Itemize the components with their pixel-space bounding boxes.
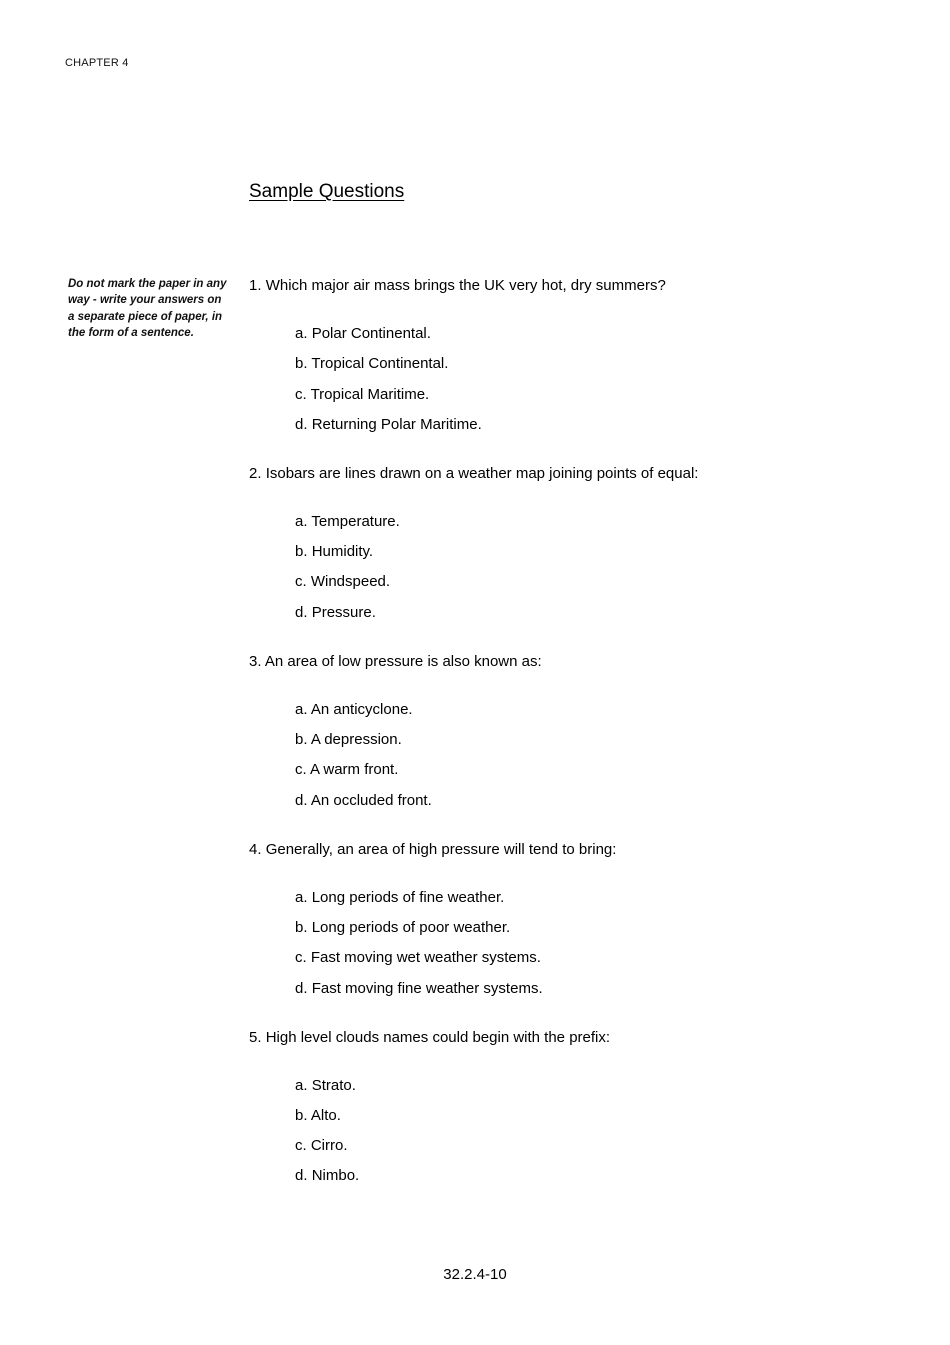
chapter-header: CHAPTER 4 (65, 57, 129, 69)
option-text: Humidity. (311, 543, 374, 561)
question-item (249, 464, 869, 623)
option-label: c. (295, 761, 307, 779)
question-line (249, 840, 869, 860)
option-text: Long periods of fine weather. (311, 888, 505, 906)
option-text: An anticyclone. (310, 700, 413, 718)
option-text: Temperature. (311, 512, 400, 530)
option-item (295, 1136, 869, 1156)
option-label: d. (295, 791, 308, 809)
option-label: d. (295, 979, 308, 997)
option-item (295, 572, 869, 592)
option-item (295, 760, 869, 780)
option-item (295, 354, 869, 374)
option-text: Windspeed. (310, 573, 391, 591)
option-text: An occluded front. (310, 791, 432, 809)
option-item (295, 791, 869, 811)
option-label: a. (295, 1076, 308, 1094)
option-item (295, 512, 869, 532)
options-list (295, 512, 869, 623)
question-number: 1. (249, 277, 262, 294)
options-list (295, 324, 869, 435)
question-text: High level clouds names could begin with the prefix: (265, 1028, 611, 1046)
question-line (249, 652, 869, 672)
question-number: 2. (249, 464, 262, 482)
option-item (295, 1166, 869, 1186)
question-item (249, 1028, 869, 1187)
option-item (295, 730, 869, 750)
options-list (295, 700, 869, 811)
option-text: A depression. (310, 731, 402, 749)
option-text: Tropical Maritime. (310, 385, 430, 403)
page-number: 32.2.4-10 (443, 1266, 507, 1283)
question-text: Generally, an area of high pressure will tend to bring: (265, 840, 617, 858)
option-text: Fast moving wet weather systems. (310, 949, 541, 967)
question-number: 4. (249, 840, 262, 858)
question-item (249, 276, 869, 435)
option-text: Fast moving fine weather systems. (311, 979, 543, 997)
option-item (295, 603, 869, 623)
option-item (295, 385, 869, 405)
option-item (295, 700, 869, 720)
question-item (249, 652, 869, 811)
option-text: Pressure. (311, 603, 376, 621)
option-label: a. (295, 700, 308, 718)
option-item (295, 324, 869, 344)
option-item (295, 415, 869, 435)
option-label: b. (295, 355, 308, 373)
option-label: c. (295, 949, 307, 967)
option-label: b. (295, 731, 308, 749)
option-text: Tropical Continental. (311, 355, 449, 373)
question-number: 5. (249, 1028, 262, 1046)
option-label: c. (295, 1137, 307, 1155)
question-number: 3. (249, 652, 262, 670)
questions-list (249, 276, 869, 1215)
page-title: Sample Questions (249, 181, 405, 202)
question-line (249, 276, 869, 296)
option-item (295, 1106, 869, 1126)
question-text: Isobars are lines drawn on a weather map joining points of equal: (265, 464, 699, 482)
option-label: b. (295, 543, 308, 561)
option-label: b. (295, 1106, 308, 1124)
options-list (295, 888, 869, 999)
question-item (249, 840, 869, 999)
question-text: Which major air mass brings the UK very hot, dry summers? (265, 277, 666, 294)
option-label: d. (295, 1167, 308, 1185)
question-line (249, 464, 869, 484)
option-item (295, 1076, 869, 1096)
option-text: Nimbo. (311, 1167, 360, 1185)
question-line (249, 1028, 869, 1048)
option-item (295, 542, 869, 562)
option-text: Cirro. (310, 1137, 348, 1155)
option-label: a. (295, 325, 308, 342)
option-label: a. (295, 512, 308, 530)
option-label: c. (295, 385, 307, 403)
option-text: A warm front. (310, 761, 399, 779)
option-label: c. (295, 573, 307, 591)
option-text: Strato. (311, 1076, 356, 1094)
option-item (295, 888, 869, 908)
option-text: Polar Continental. (311, 325, 431, 342)
option-text: Long periods of poor weather. (311, 918, 511, 936)
option-label: d. (295, 603, 308, 621)
options-list (295, 1076, 869, 1187)
option-text: Returning Polar Maritime. (311, 415, 482, 433)
option-item (295, 918, 869, 938)
option-label: a. (295, 888, 308, 906)
option-label: d. (295, 415, 308, 433)
option-item (295, 979, 869, 999)
question-text: An area of low pressure is also known as: (264, 652, 542, 670)
option-item (295, 948, 869, 968)
margin-note: Do not mark the paper in any way - write your answers on a separate piece of paper, in the form of a sentence. (68, 278, 227, 340)
option-text: Alto. (310, 1106, 341, 1124)
option-label: b. (295, 918, 308, 936)
